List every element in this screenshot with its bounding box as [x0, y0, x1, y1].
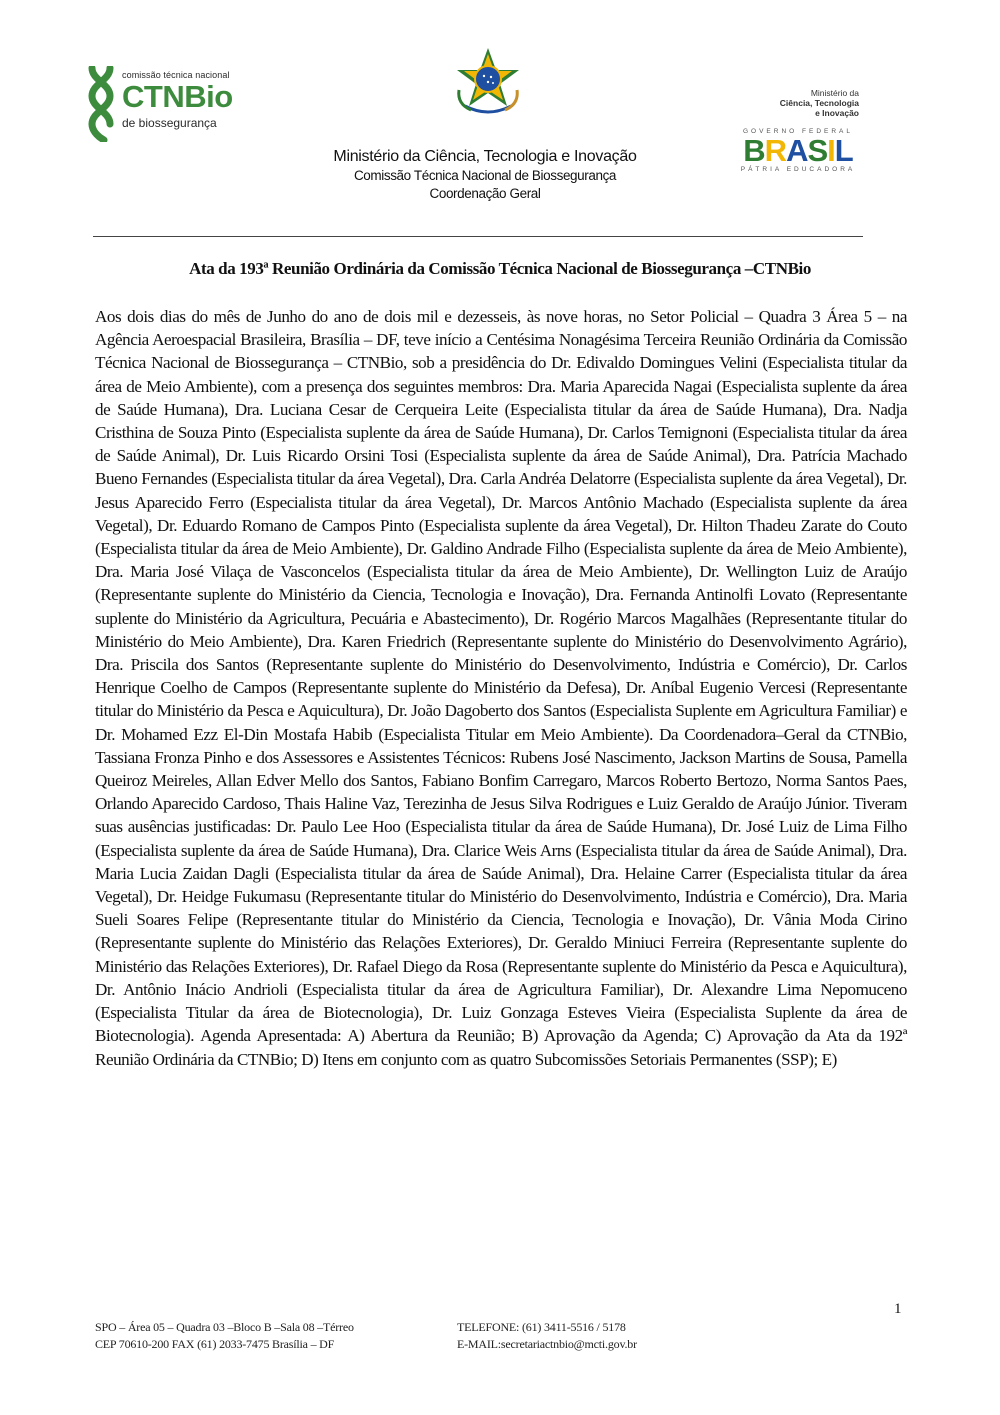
letterhead: [250, 146, 720, 203]
ctnbio-logo-name: CTNBio: [122, 79, 233, 114]
brazil-coat-of-arms-icon: [451, 46, 525, 120]
ctnbio-logo-top-text: comissão técnica nacional: [122, 70, 230, 80]
letterhead-ministry: Ministério da Ciência, Tecnologia e Inovação: [333, 148, 637, 165]
page-number: 1: [894, 1301, 902, 1317]
governo-federal-text: GOVERNO FEDERAL: [742, 128, 853, 135]
letterhead-commission: Comissão Técnica Nacional de Biossegurança: [353, 168, 617, 183]
letterhead-coordination: Coordenação Geral: [429, 186, 541, 201]
ministry-logo-line2: Ciência, Tecnologia: [779, 98, 859, 108]
document-title: Ata da 193ª Reunião Ordinária da Comissão Técnica Nacional de Biossegurança –CTNBio: [189, 259, 811, 278]
patria-educadora-text: PÁTRIA EDUCADORA: [740, 166, 856, 173]
footer-email: E-MAIL:secretariactnbio@mcti.gov.br: [457, 1337, 637, 1351]
minutes-body: Aos dois dias do mês de Junho do ano de dois mil e dezesseis, às nove horas, no Setor Policial – Quadra 3 Área 5 – na Agência Aeroespacial Brasileira, Brasília – DF, teve início a Centésima Nonagésima Terceira Reunião Ordinária da Comissão Técnica Nacional de Biossegurança – CTNBio, sob a presidência do Dr. Edivaldo Domingues Velini (Especialista titular da área de Meio Ambiente), com a presença dos seguintes membros: Dra. Maria Aparecida Nagai (Especialista suplente da área de Saúde Humana), Dra. Luciana Cesar de Cerqueira Leite (Especialista titular da área de Saúde Humana), Dra. Nadja Cristhina de Souza Pinto (Especialista suplente da área de Saúde Humana), Dr. Carlos Temignoni (Especialista titular da área de Saúde Animal), Dr. Luis Ricardo Orsini Tosi (Especialista suplente da área de Saúde Animal), Dra. Patrícia Machado Bueno Fernandes (Especialista titular da área Vegetal), Dra. Carla Andréa Delatorre (Especialista suplente da área Vegetal), Dr. Jesus Aparecido Ferro (Especialista titular da área Vegetal), Dr. Marcos Antônio Machado (Especialista suplente da área Vegetal), Dr. Eduardo Romano de Campos Pinto (Especialista suplente da área Vegetal), Dr. Hilton Thadeu Zarate do Couto (Especialista titular da área de Meio Ambiente), Dr. Galdino Andrade Filho (Especialista suplente da área de Meio Ambiente), Dra. Maria José Vilaça de Vasconcelos (Especialista titular da área de Meio Ambiente), Dr. Wellington Luiz de Araújo (Representante suplente do Ministério da Ciencia, Tecnologia e Inovação), Dra. Fernanda Antinolfi Lovato (Representante suplente do Ministério da Agricultura, Pecuária e Abastecimento), Dr. Rogério Marcos Magalhães (Representante titular do Ministério do Meio Ambiente), Dra. Karen Friedrich (Representante suplente do Ministério do Desenvolvimento Agrário), Dra. Priscila dos Santos (Representante suplente do Ministério do Desenvolvimento, Indústria e Comércio), Dr. Carlos Henrique Coelho de Campos (Representante suplente do Ministério da Defesa), Dr. Aníbal Eugenio Vercesi (Representante titular do Ministério da Pesca e Aquicultura), Dr. João Dagoberto dos Santos (Especialista Suplente em Agricultura Familiar) e Dr. Mohamed Ezz El-Din Mostafa Habib (Especialista Titular em Meio Ambiente). Da Coordenadora–Geral da CTNBio, Tassiana Fronza Pinho e dos Assessores e Assistentes Técnicos: Rubens José Nascimento, Jackson Martins de Sousa, Pamella Queiroz Meireles, Allan Edver Mello dos Santos, Fabiano Bonfim Carregaro, Marcos Roberto Bertozo, Norma Santos Paes, Orlando Aparecido Cardoso, Thais Haline Vaz, Terezinha de Jesus Silva Rodrigues e Luiz Geraldo de Araújo Júnior. Tiveram suas ausências justificadas: Dr. Paulo Lee Hoo (Especialista titular da área de Saúde Humana), Dr. José Luiz de Lima Filho (Especialista suplente da área de Saúde Humana), Dra. Clarice Weis Arns (Especialista titular da área de Saúde Animal), Dra. Maria Lucia Zaidan Dagli (Especialista titular da área de Saúde Animal), Dra. Helaine Carrer (Especialista titular da área Vegetal), Dr. Heidge Fukumasu (Representante titular do Ministério do Desenvolvimento, Indústria e Comércio), Dra. Maria Sueli Soares Felipe (Representante titular do Ministério da Ciencia, Tecnologia e Inovação), Dr. Vânia Moda Cirino (Representante suplente do Ministério das Relações Exteriores), Dr. Geraldo Miniuci Ferreira (Representante suplente do Ministério das Relações Exteriores), Dr. Rafael Diego da Rosa (Representante suplente do Ministério da Pesca e Aquicultura), Dr. Antônio Inácio Andrioli (Especialista titular da área de Agricultura Familiar), Dr. Alexandre Lima Nepomuceno (Especialista Titular da área de Biotecnologia), Dr. Luiz Gonzaga Esteves Vieira (Especialista Suplente da área de Biotecnologia). Agenda Apresentada: A) Abertura da Reunião; B) Aprovação da Agenda; C) Aprovação da Ata da 192ª Reunião Ordinária da CTNBio; D) Itens em conjunto com as quatro Subcomissões Setoriais Permanentes (SSP); E): [95, 307, 907, 1069]
ministry-logo-line3: e Inovação: [815, 108, 859, 118]
footer-address: [95, 1319, 354, 1353]
ctnbio-logo: [84, 66, 244, 142]
footer-phone: TELEFONE: (61) 3411-5516 / 5178: [457, 1320, 626, 1334]
header-divider: [93, 236, 863, 237]
dna-helix-icon: [84, 66, 118, 142]
governo-federal-logo: [735, 88, 865, 178]
ctnbio-logo-bottom-text: de biossegurança: [122, 116, 217, 130]
footer-address-line1: SPO – Área 05 – Quadra 03 –Bloco B –Sala 08 –Térreo: [95, 1320, 354, 1334]
brasil-wordmark: BRASIL: [743, 133, 853, 168]
ministry-logo-text: [780, 88, 859, 118]
ministry-logo-line1: Ministério da: [810, 88, 859, 98]
footer-contact: [457, 1319, 637, 1353]
footer-address-line2: CEP 70610-200 FAX (61) 2033-7475 Brasília – DF: [95, 1337, 335, 1351]
